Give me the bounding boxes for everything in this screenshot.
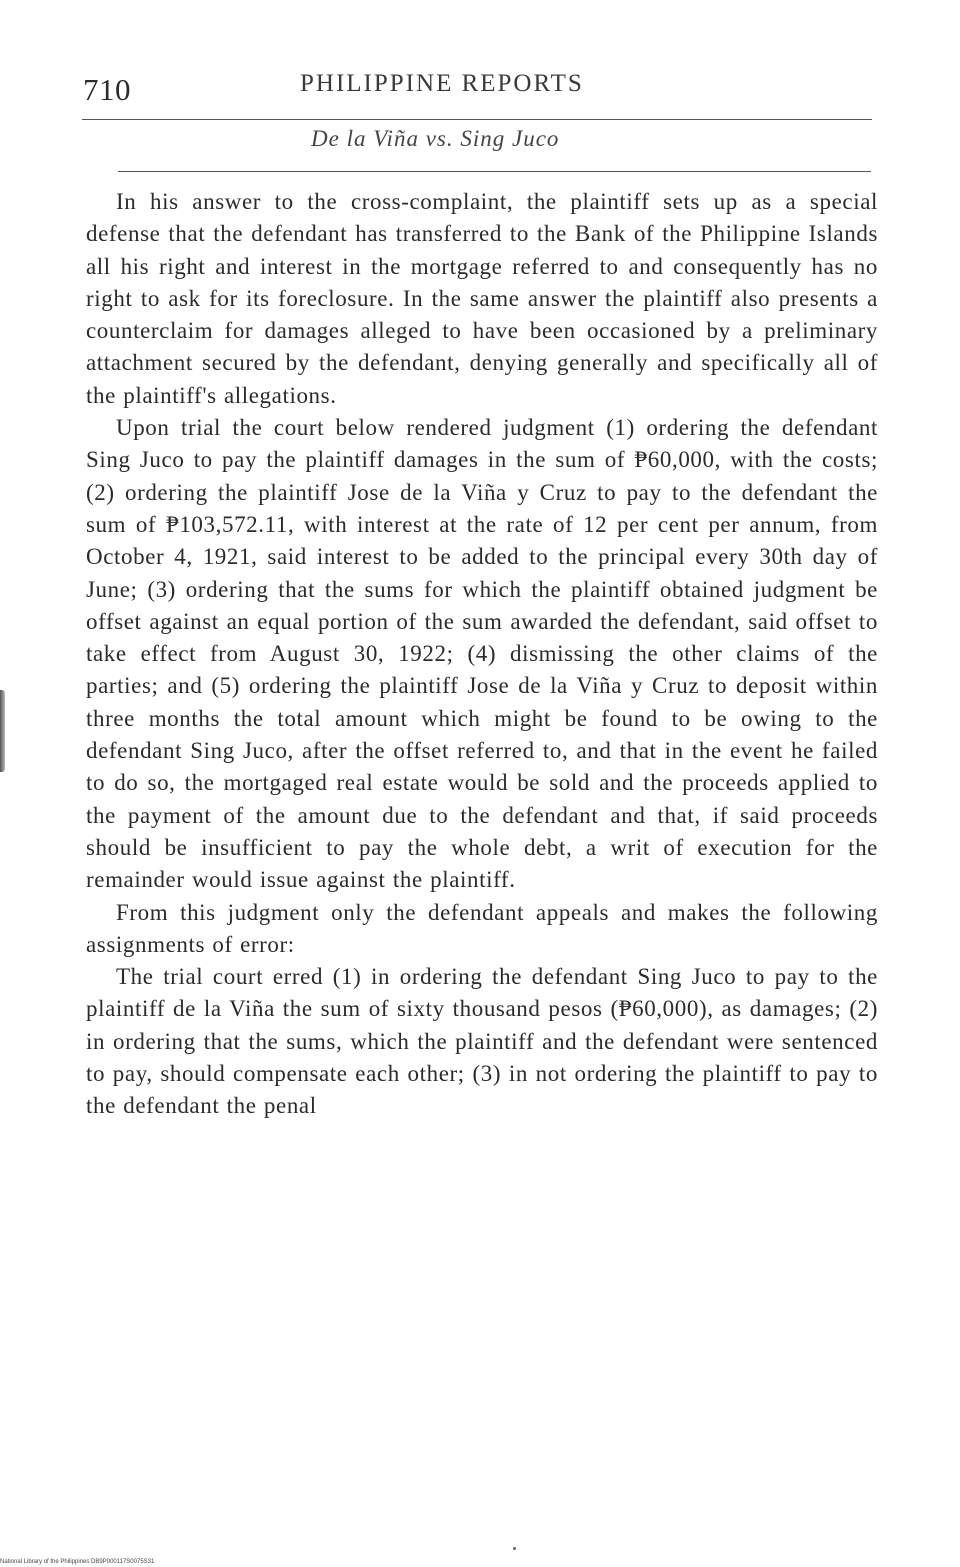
paragraph: The trial court erred (1) in ordering the defendant Sing Juco to pay to the plaintiff de la Viña the sum of sixty thousand pesos (₱60,000), as damages; (2) in ordering that the sums, which the plaintiff and the defendant were sentenced to pay, should compensate each other; (3) in not ordering the plaintiff to pay to the defendant the penal [86, 964, 878, 1119]
paragraph: Upon trial the court below rendered judgment (1) ordering the defendant Sing Juco to pay the plaintiff damages in the sum of ₱60,000, with the costs; (2) ordering the plaintiff Jose de la Viña y Cruz to pay to the defendant the sum of ₱103,572.11, with interest at the rate of 12 per cent per annum, from October 4, 1921, said interest to be added to the principal every 30th day of June; (3) ordering that the sums for which the plaintiff obtained judgment be offset against an equal portion of the sum awarded the defendant, said offset to take effect from August 30, 1922; (4) dismissing the other claims of the parties; and (5) ordering the plaintiff Jose de la Viña y Cruz to deposit within three months the total amount which might be found to be owing to the defendant Sing Juco, after the offset referred to, and that in the event he failed to do so, the mortgaged real estate would be sold and the proceeds applied to the payment of the amount due to the defendant and that, if said proceeds should be insufficient to pay the whole debt, a writ of execution for the remainder would issue against the plaintiff. [86, 415, 878, 893]
case-title: De la Viña vs. Sing Juco [311, 126, 560, 151]
paragraph: In his answer to the cross-complaint, the plaintiff sets up as a special defense that the defendant has transferred to the Bank of the Philippine Islands all his right and interest in the mortgage referred to and consequently has no right to ask for its foreclosure. In the same answer the plaintiff also presents a counterclaim for damages alleged to have been occasioned by a preliminary attachment secured by the defendant, denying generally and specifically all of the plaintiff's allegations. [86, 189, 878, 408]
body-text [86, 186, 878, 1123]
header-rule-top [82, 119, 872, 120]
header-rule-bottom [118, 171, 871, 172]
scan-speck [513, 1547, 516, 1550]
paragraph: From this judgment only the defendant appeals and makes the following assignments of error: [86, 899, 878, 957]
footer-credit: National Library of the Philippines DB9P000117S0075S31 [0, 1559, 155, 1565]
page-number: 710 [83, 72, 131, 107]
scan-edge-mark [0, 690, 5, 772]
running-head: PHILIPPINE REPORTS [300, 70, 584, 97]
